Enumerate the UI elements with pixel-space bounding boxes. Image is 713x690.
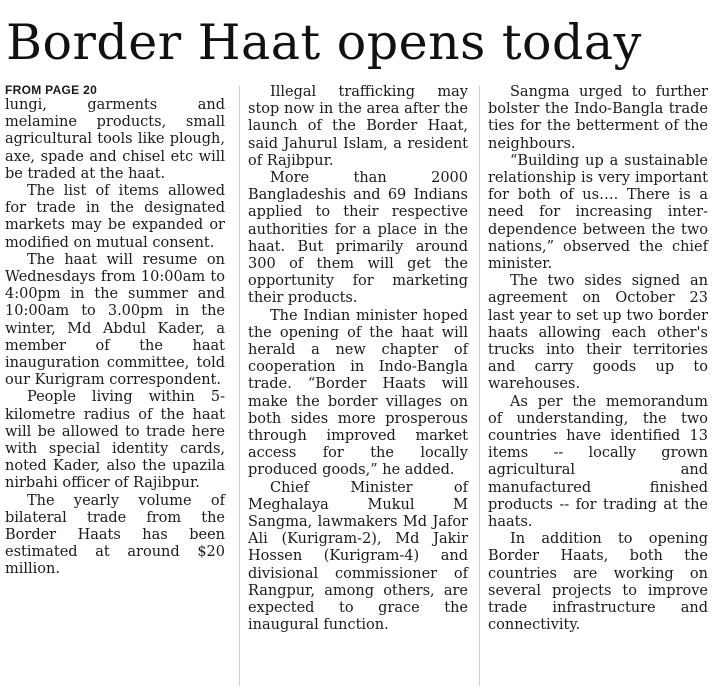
paragraph: Sangma urged to further bolster the Indo-Bangla trade ties for the betterment of the neighbours. bbox=[488, 84, 708, 152]
paragraph: More than 2000 Bangladeshis and 69 Indians applied to their respective authorities for a place in the haat. But primarily around 300 of them will get the opportunity for marketing their products. bbox=[248, 170, 468, 307]
paragraph: lungi, garments and melamine products, small agricultural tools like plough, axe, spade and chisel etc will be traded at the haat. bbox=[5, 97, 225, 182]
column-3 bbox=[488, 84, 708, 635]
paragraph: The list of items allowed for trade in the designated markets may be expanded or modified on mutual consent. bbox=[5, 183, 225, 251]
paragraph: As per the memorandum of understanding, the two countries have identified 13 items -- locally grown agricultural and manufactured finished products -- for trading at the haats. bbox=[488, 393, 708, 531]
column-2 bbox=[248, 84, 468, 635]
column-1 bbox=[5, 84, 225, 579]
paragraph: The haat will resume on Wednesdays from 10:00am to 4:00pm in the summer and 10:00am to 3.00pm in the winter, Md Abdul Kader, a member of the haat inauguration committee, told our Kurigram correspondent. bbox=[5, 251, 225, 389]
paragraph: Illegal trafficking may stop now in the area after the launch of the Border Haat, said Jahurul Islam, a resident of Rajibpur. bbox=[248, 84, 468, 169]
paragraph: The two sides signed an agreement on October 23 last year to set up two border haats allowing each other's trucks into their territories and carry goods up to warehouses. bbox=[488, 273, 708, 393]
paragraph: People living within 5-kilometre radius of the haat will be allowed to trade here with special identity cards, noted Kader, also the upazila nirbahi officer of Rajibpur. bbox=[5, 389, 225, 492]
paragraph: In addition to opening Border Haats, both the countries are working on several projects to improve trade infrastructure and connectivity. bbox=[488, 531, 708, 634]
column-divider bbox=[479, 86, 480, 686]
headline: Border Haat opens today bbox=[6, 14, 642, 71]
paragraph: “Building up a sustainable relationship is very important for both of us…. There is a need for increasing inter-dependence between the two nations,” observed the chief minister. bbox=[488, 152, 708, 273]
paragraph: The yearly volume of bilateral trade from the Border Haats has been estimated at around $20 million. bbox=[5, 492, 225, 578]
paragraph: The Indian minister hoped the opening of the haat will herald a new chapter of cooperation in Indo-Bangla trade. “Border Haats will make the border villages on both sides more prosperous through improved market access for the locally produced goods,” he added. bbox=[248, 307, 468, 479]
jump-label: FROM PAGE 20 bbox=[5, 83, 98, 97]
column-divider bbox=[239, 86, 240, 686]
paragraph: Chief Minister of Meghalaya Mukul M Sangma, lawmakers Md Jafor Ali (Kurigram-2), Md Jakir Hossen (Kurigram-4) and divisional commissioner of Rangpur, among others, are expected to grace the inaugural function. bbox=[248, 479, 468, 634]
